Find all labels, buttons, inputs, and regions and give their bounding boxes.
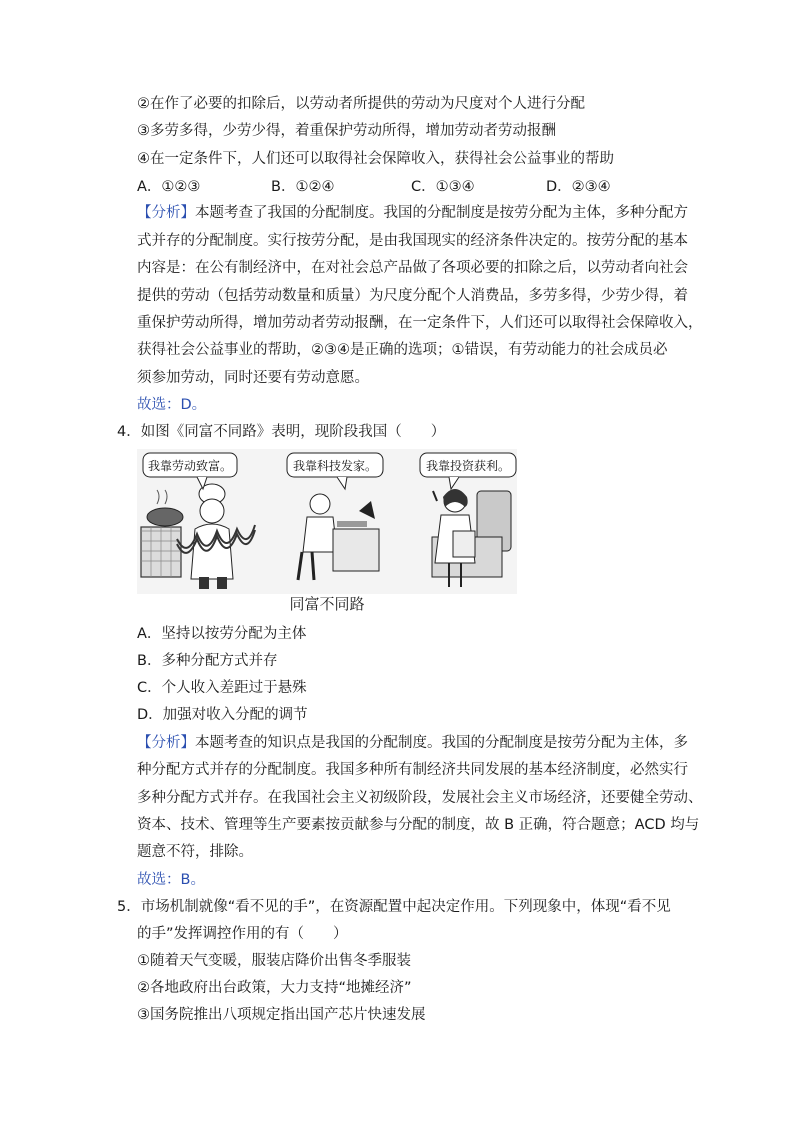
q3-option-a[interactable]: A．①②③	[137, 179, 201, 195]
q4-option-d[interactable]: D．加强对收入分配的调节	[137, 707, 308, 723]
q5-statement-3: ③国务院推出八项规定指出国产芯片快速发展	[137, 1007, 426, 1023]
q3-analysis-line-5: 重保护劳动所得，增加劳动者劳动报酬，在一定条件下，人们还可以取得社会保障收入，	[137, 315, 703, 331]
q4-analysis-line-2: 种分配方式并存的分配制度。我国多种所有制经济共同发展的基本经济制度，必然实行	[137, 762, 688, 778]
q3-option-b[interactable]: B．①②④	[271, 179, 335, 195]
q3-statement-2: ②在作了必要的扣除后，以劳动者所提供的劳动为尺度对个人进行分配	[137, 96, 585, 112]
q3-analysis-line-6: 获得社会公益事业的帮助，②③④是正确的选项；①错误，有劳动能力的社会成员必	[137, 342, 668, 358]
q4-cartoon-figure	[137, 449, 517, 616]
q3-analysis-line-4: 提供的劳动（包括劳动数量和质量）为尺度分配个人消费品，多劳多得，少劳少得，着	[137, 288, 688, 304]
q3-analysis-line-2: 式并存的分配制度。实行按劳分配，是由我国现实的经济条件决定的。按劳分配的基本	[137, 233, 688, 249]
q3-statement-4: ④在一定条件下，人们还可以取得社会保障收入，获得社会公益事业的帮助	[137, 151, 614, 167]
q3-statement-3: ③多劳多得，少劳少得，着重保护劳动所得，增加劳动者劳动报酬	[137, 123, 556, 139]
q5-statement-1: ①随着天气变暖，服装店降价出售冬季服装	[137, 953, 411, 969]
q4-analysis-line-1: 【分析】本题考查的知识点是我国的分配制度。我国的分配制度是按劳分配为主体，多	[137, 735, 688, 751]
cartoon-illustration	[137, 449, 517, 594]
bubble-2-text: 我靠科技发家。	[292, 459, 378, 473]
q3-option-d[interactable]: D．②③④	[546, 179, 611, 195]
q3-analysis-line-7: 须参加劳动，同时还要有劳动意愿。	[137, 370, 369, 386]
q3-answer: 故选：D。	[137, 397, 207, 413]
q5-stem-line-1: 5．市场机制就像“看不见的手”，在资源配置中起决定作用。下列现象中，体现“看不见	[117, 899, 671, 915]
q4-option-b[interactable]: B．多种分配方式并存	[137, 653, 278, 669]
q5-stem-line-2: 的手”发挥调控作用的有（ ）	[137, 926, 348, 942]
q4-analysis-line-3: 多种分配方式并存。在我国社会主义初级阶段，发展社会主义市场经济，还要健全劳动、	[137, 790, 703, 806]
q4-option-a[interactable]: A．坚持以按劳分配为主体	[137, 626, 307, 642]
q3-analysis-tag: 【分析】	[137, 205, 195, 221]
bubble-1-text: 我靠劳动致富。	[147, 459, 233, 473]
q5-statement-2: ②各地政府出台政策，大力支持“地摊经济”	[137, 980, 412, 996]
q4-option-c[interactable]: C．个人收入差距过于悬殊	[137, 680, 307, 696]
q4-analysis-tag: 【分析】	[137, 735, 195, 751]
q4-answer: 故选：B。	[137, 872, 205, 888]
q4-analysis-line-5: 题意不符，排除。	[137, 844, 253, 860]
q3-analysis-line-3: 内容是：在公有制经济中，在对社会总产品做了各项必要的扣除之后，以劳动者向社会	[137, 260, 688, 276]
q3-analysis-line-1: 【分析】本题考查了我国的分配制度。我国的分配制度是按劳分配为主体，多种分配方	[137, 205, 688, 221]
figure-caption: 同富不同路	[289, 595, 365, 613]
q4-stem: 4．如图《同富不同路》表明，现阶段我国（ ）	[117, 424, 446, 440]
bubble-3-text: 我靠投资获利。	[425, 459, 511, 473]
q4-analysis-line-4: 资本、技术、管理等生产要素按贡献参与分配的制度，故 B 正确，符合题意；ACD 均与	[137, 817, 700, 833]
q3-option-c[interactable]: C．①③④	[411, 179, 475, 195]
